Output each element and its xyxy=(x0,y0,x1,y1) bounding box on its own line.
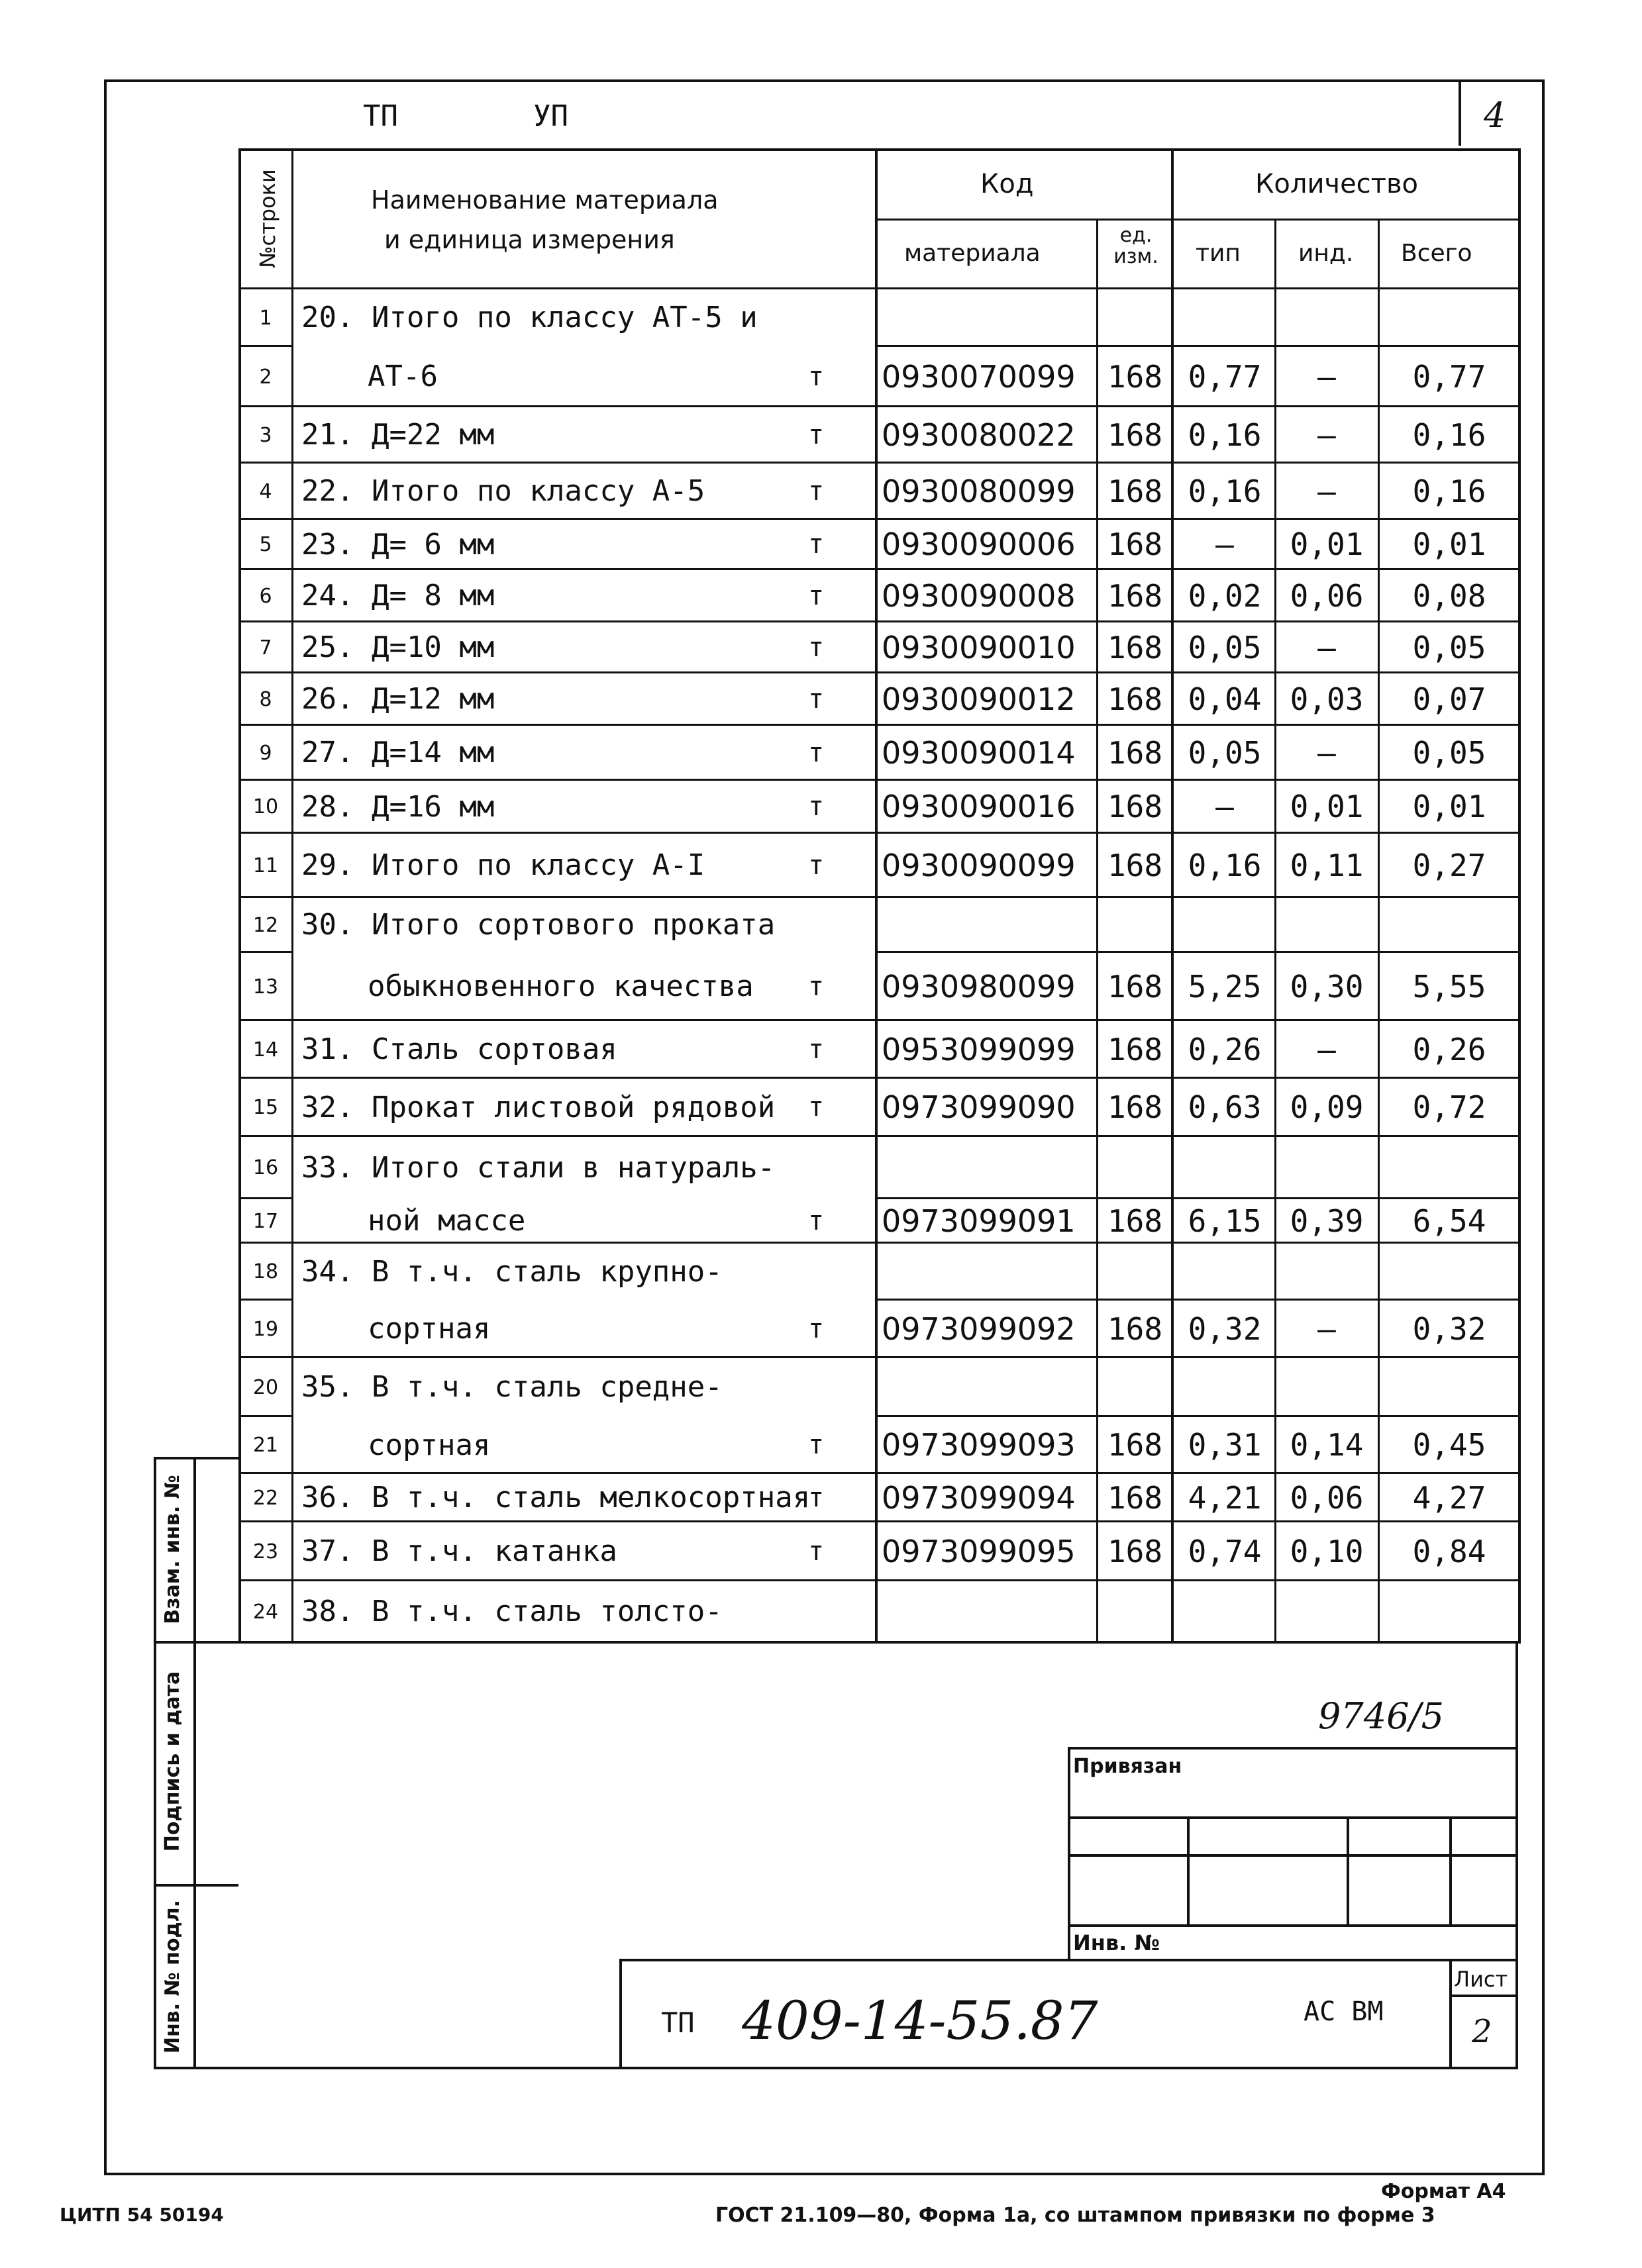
unit: т xyxy=(808,529,825,560)
table-top xyxy=(238,148,1521,151)
unit: т xyxy=(808,632,825,663)
material-code: 0930090014 xyxy=(882,734,1076,771)
table-row xyxy=(0,1472,1642,1520)
quantity-ind: 0,10 xyxy=(1290,1533,1364,1569)
quantity-total: 0,05 xyxy=(1412,629,1486,666)
column-total-header: Всего xyxy=(1401,240,1472,267)
quantity-typ: 0,26 xyxy=(1188,1031,1262,1067)
table-row xyxy=(0,779,1642,832)
material-name: 21. Д=22 мм xyxy=(301,418,495,452)
side-stamp-left xyxy=(154,1457,156,2069)
unit-code: 168 xyxy=(1107,681,1163,717)
quantity-ind: 0,09 xyxy=(1290,1089,1364,1126)
unit: т xyxy=(808,1313,825,1344)
quantity-typ: 0,16 xyxy=(1188,417,1262,453)
unit: т xyxy=(808,1430,825,1460)
quantity-ind: – xyxy=(1317,734,1336,771)
unit: т xyxy=(808,971,825,1002)
frame-top xyxy=(104,79,1545,82)
unit-code: 168 xyxy=(1107,526,1163,563)
quantity-typ: 0,74 xyxy=(1188,1533,1262,1569)
unit: т xyxy=(808,475,825,507)
unit-code: 168 xyxy=(1107,577,1163,614)
quantity-total: 0,16 xyxy=(1412,473,1486,509)
row-number: 18 xyxy=(252,1260,279,1284)
unit-code: 168 xyxy=(1107,358,1163,395)
material-code: 0973099091 xyxy=(882,1203,1076,1239)
header-tp: ТП xyxy=(363,99,398,133)
table-row xyxy=(0,405,1642,462)
material-code: 0930090006 xyxy=(882,526,1076,563)
row-number: 13 xyxy=(252,975,279,999)
row-number: 22 xyxy=(252,1486,279,1510)
table-row xyxy=(0,1520,1642,1579)
material-code: 0930090099 xyxy=(882,847,1076,883)
quantity-total: 0,08 xyxy=(1412,577,1486,614)
row-number: 20 xyxy=(252,1375,279,1399)
row-number: 12 xyxy=(252,913,279,937)
footer-left: ЦИТП 54 50194 xyxy=(60,2204,224,2226)
table-row xyxy=(0,896,1642,951)
material-name: сортная xyxy=(368,1428,491,1462)
quantity-typ: – xyxy=(1215,526,1234,563)
quantity-ind: – xyxy=(1317,473,1336,509)
quantity-typ: 0,77 xyxy=(1188,358,1262,395)
unit: т xyxy=(808,1092,825,1122)
footer-gost: ГОСТ 21.109—80, Форма 1а, со штампом привязки по форме 3 xyxy=(715,2204,1435,2227)
unit: т xyxy=(808,1482,825,1513)
row-number: 17 xyxy=(252,1209,279,1233)
quantity-total: 0,77 xyxy=(1412,358,1486,395)
quantity-ind: 0,14 xyxy=(1290,1427,1364,1463)
quantity-total: 0,07 xyxy=(1412,681,1486,717)
row-number: 9 xyxy=(259,741,272,765)
material-code: 0930070099 xyxy=(882,358,1076,395)
quantity-total: 0,16 xyxy=(1412,417,1486,453)
row-number: 24 xyxy=(252,1600,279,1624)
table-row xyxy=(0,832,1642,896)
material-name: 33. Итого стали в натураль- xyxy=(301,1150,776,1185)
material-code: 0930090008 xyxy=(882,577,1076,614)
quantity-total: 5,55 xyxy=(1412,968,1486,1005)
quantity-ind: 0,11 xyxy=(1290,847,1364,883)
inv-no-label: Инв. № xyxy=(1073,1930,1160,1955)
quantity-ind: – xyxy=(1317,629,1336,666)
material-name: 31. Сталь сортовая xyxy=(301,1032,617,1066)
material-code: 0930090010 xyxy=(882,629,1076,666)
privyazan-v1 xyxy=(1187,1816,1190,1924)
quantity-typ: 0,02 xyxy=(1188,577,1262,614)
row-number: 8 xyxy=(259,687,272,711)
quantity-total: 0,05 xyxy=(1412,734,1486,771)
row-number: 10 xyxy=(252,795,279,819)
material-name: обыкновенного качества xyxy=(368,969,754,1003)
material-name: 24. Д= 8 мм xyxy=(301,579,495,613)
material-name: 20. Итого по классу АТ-5 и xyxy=(301,301,758,334)
material-code: 0973099090 xyxy=(882,1089,1076,1126)
unit-code: 168 xyxy=(1107,968,1163,1005)
unit: т xyxy=(808,791,825,822)
material-code: 0973099093 xyxy=(882,1427,1076,1463)
privyazan-top xyxy=(1068,1747,1518,1750)
quantity-ind: 0,30 xyxy=(1290,968,1364,1005)
table-row xyxy=(0,345,1642,405)
unit: т xyxy=(808,361,825,392)
stamp-mark: АС ВМ xyxy=(1304,1997,1384,2027)
side-label-sign: Подпись и дата xyxy=(161,1671,184,1852)
column-ind-header: инд. xyxy=(1298,240,1354,267)
table-row xyxy=(0,568,1642,620)
side-label-zam: Взам. инв. № xyxy=(161,1475,184,1624)
page-number: 4 xyxy=(1484,96,1506,136)
material-name: сортная xyxy=(368,1312,491,1346)
unit: т xyxy=(808,737,825,768)
column-row-no-header: №строки xyxy=(255,169,280,268)
quantity-total: 0,84 xyxy=(1412,1533,1486,1569)
material-name: ной массе xyxy=(368,1204,526,1238)
quantity-typ: 0,05 xyxy=(1188,629,1262,666)
quantity-typ: 0,05 xyxy=(1188,734,1262,771)
quantity-ind: 0,39 xyxy=(1290,1203,1364,1239)
material-name: 27. Д=14 мм xyxy=(301,736,495,769)
quantity-ind: 0,03 xyxy=(1290,681,1364,717)
unit-code: 168 xyxy=(1107,1479,1163,1516)
sheet-box-left xyxy=(1449,1959,1452,2069)
column-typ-header: тип xyxy=(1196,240,1241,267)
material-name: 26. Д=12 мм xyxy=(301,682,495,716)
material-name: 35. В т.ч. сталь средне- xyxy=(301,1370,723,1404)
material-code: 0930080022 xyxy=(882,417,1076,453)
material-name: 36. В т.ч. сталь мелкосортная xyxy=(301,1481,811,1514)
quantity-typ: – xyxy=(1215,789,1234,825)
column-unit-header: ед. изм. xyxy=(1113,224,1158,268)
quantity-typ: 0,16 xyxy=(1188,473,1262,509)
table-row xyxy=(0,671,1642,724)
row-number: 5 xyxy=(259,533,272,557)
quantity-total: 6,54 xyxy=(1412,1203,1486,1239)
main-stamp-left xyxy=(619,1959,622,2069)
material-name: 28. Д=16 мм xyxy=(301,789,495,824)
column-name-header-2: и единица измерения xyxy=(384,225,675,254)
unit: т xyxy=(808,580,825,611)
quantity-total: 4,27 xyxy=(1412,1479,1486,1516)
table-row xyxy=(0,1415,1642,1472)
material-name: 30. Итого сортового проката xyxy=(301,908,776,942)
unit: т xyxy=(808,683,825,715)
privyazan-h3 xyxy=(1068,1924,1518,1927)
header-up: УП xyxy=(533,99,568,133)
privyazan-v3 xyxy=(1449,1816,1452,1924)
quantity-ind: 0,01 xyxy=(1290,789,1364,825)
row-number: 11 xyxy=(252,854,279,877)
row-number: 14 xyxy=(252,1038,279,1061)
stamp-tp: ТП xyxy=(661,2006,695,2039)
table-row xyxy=(0,1356,1642,1415)
quantity-total: 0,01 xyxy=(1412,789,1486,825)
format-label: Формат А4 xyxy=(1381,2180,1506,2203)
doc-code: 409-14-55.87 xyxy=(742,1990,1098,2051)
table-row xyxy=(0,518,1642,568)
material-name: 25. Д=10 мм xyxy=(301,630,495,664)
column-name-header-1: Наименование материала xyxy=(371,185,719,215)
unit-code: 168 xyxy=(1107,847,1163,883)
row-number: 1 xyxy=(259,306,272,330)
unit-code: 168 xyxy=(1107,1203,1163,1239)
quantity-typ: 0,32 xyxy=(1188,1310,1262,1347)
row-number: 16 xyxy=(252,1156,279,1180)
table-row xyxy=(0,1579,1642,1641)
quantity-typ: 0,04 xyxy=(1188,681,1262,717)
material-name: 29. Итого по классу А-I xyxy=(301,848,705,882)
unit-code: 168 xyxy=(1107,1031,1163,1067)
quantity-ind: – xyxy=(1317,1031,1336,1067)
row-number: 3 xyxy=(259,423,272,447)
row-number: 23 xyxy=(252,1540,279,1563)
unit-code: 168 xyxy=(1107,734,1163,771)
quantity-total: 0,01 xyxy=(1412,526,1486,563)
quantity-total: 0,26 xyxy=(1412,1031,1486,1067)
quantity-ind: – xyxy=(1317,417,1336,453)
sheet-label: Лист xyxy=(1454,1967,1508,1992)
stamp-area-bottom xyxy=(238,2067,1518,2069)
sheet-box-mid xyxy=(1449,1995,1518,1997)
row-number: 7 xyxy=(259,636,272,660)
column-material-header: материала xyxy=(904,240,1041,267)
quantity-total: 0,45 xyxy=(1412,1427,1486,1463)
material-name: 38. В т.ч. сталь толсто- xyxy=(301,1595,723,1628)
material-name: 37. В т.ч. катанка xyxy=(301,1534,617,1568)
material-code: 0973099095 xyxy=(882,1533,1076,1569)
unit: т xyxy=(808,1536,825,1567)
side-stamp-inner xyxy=(193,1457,196,2069)
material-code: 0973099094 xyxy=(882,1479,1076,1516)
table-row xyxy=(0,1077,1642,1135)
quantity-typ: 6,15 xyxy=(1188,1203,1262,1239)
quantity-ind: – xyxy=(1317,358,1336,395)
table-row xyxy=(0,1019,1642,1077)
unit-code: 168 xyxy=(1107,1427,1163,1463)
main-stamp-top xyxy=(619,1959,1518,1961)
frame-bottom xyxy=(104,2173,1545,2175)
sheet-number: 2 xyxy=(1472,2013,1492,2050)
unit-code: 168 xyxy=(1107,473,1163,509)
material-name: 22. Итого по классу А-5 xyxy=(301,474,705,508)
unit-code: 168 xyxy=(1107,1533,1163,1569)
row-number: 6 xyxy=(259,584,272,608)
quantity-typ: 0,16 xyxy=(1188,847,1262,883)
material-name: 23. Д= 6 мм xyxy=(301,527,495,562)
material-code: 0953099099 xyxy=(882,1031,1076,1067)
row-number: 15 xyxy=(252,1096,279,1120)
material-code: 0930090012 xyxy=(882,681,1076,717)
privyazan-v2 xyxy=(1347,1816,1349,1924)
quantity-ind: 0,01 xyxy=(1290,526,1364,563)
unit: т xyxy=(808,419,825,450)
material-name: 34. В т.ч. сталь крупно- xyxy=(301,1254,723,1289)
unit-code: 168 xyxy=(1107,789,1163,825)
quantity-ind: – xyxy=(1317,1310,1336,1347)
quantity-typ: 5,25 xyxy=(1188,968,1262,1005)
table-row xyxy=(0,462,1642,518)
unit-code: 168 xyxy=(1107,629,1163,666)
header-mid xyxy=(875,219,1518,221)
unit-code: 168 xyxy=(1107,1089,1163,1126)
page-number-box-left xyxy=(1459,79,1461,146)
material-code: 0973099092 xyxy=(882,1310,1076,1347)
quantity-typ: 0,31 xyxy=(1188,1427,1262,1463)
material-code: 0930090016 xyxy=(882,789,1076,825)
table-row xyxy=(0,620,1642,671)
column-code-header: Код xyxy=(980,169,1034,199)
table-row xyxy=(0,1242,1642,1299)
album-number: 9746/5 xyxy=(1318,1695,1444,1737)
unit-code: 168 xyxy=(1107,1310,1163,1347)
quantity-total: 0,72 xyxy=(1412,1089,1486,1126)
unit: т xyxy=(808,1205,825,1236)
table-row xyxy=(0,951,1642,1019)
side-label-inv: Инв. № подл. xyxy=(161,1899,184,2054)
row-number: 19 xyxy=(252,1317,279,1341)
table-row xyxy=(0,287,1642,345)
row-number: 2 xyxy=(259,365,272,389)
privyazan-left xyxy=(1068,1747,1070,1959)
row-number: 21 xyxy=(252,1434,279,1457)
material-name: 32. Прокат листовой рядовой xyxy=(301,1090,776,1124)
column-quantity-header: Количество xyxy=(1255,169,1419,199)
row-number: 4 xyxy=(259,479,272,503)
table-row xyxy=(0,1299,1642,1356)
table-row xyxy=(0,1135,1642,1197)
unit-code: 168 xyxy=(1107,417,1163,453)
unit: т xyxy=(808,850,825,881)
quantity-typ: 4,21 xyxy=(1188,1479,1262,1516)
privyazan-label: Привязан xyxy=(1073,1755,1182,1778)
table-bottom xyxy=(238,1641,1521,1644)
unit: т xyxy=(808,1034,825,1065)
quantity-ind: 0,06 xyxy=(1290,1479,1364,1516)
material-name: АТ-6 xyxy=(368,360,438,393)
material-code: 0930980099 xyxy=(882,968,1076,1005)
material-code: 0930080099 xyxy=(882,473,1076,509)
quantity-typ: 0,63 xyxy=(1188,1089,1262,1126)
quantity-total: 0,27 xyxy=(1412,847,1486,883)
table-row xyxy=(0,724,1642,779)
quantity-total: 0,32 xyxy=(1412,1310,1486,1347)
quantity-ind: 0,06 xyxy=(1290,577,1364,614)
table-row xyxy=(0,1197,1642,1242)
